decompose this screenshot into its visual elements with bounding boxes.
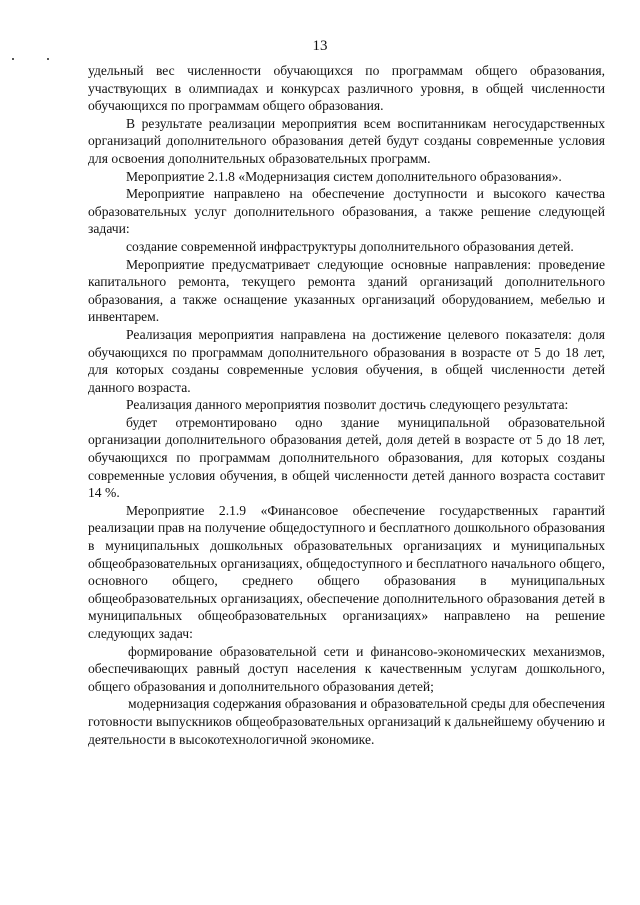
page-number: 13 bbox=[312, 38, 328, 54]
scan-speck bbox=[12, 58, 14, 60]
paragraph-4: Мероприятие направлено на обеспечение доступности и высокого качества образовательных услуг дополнительного образования, а также решение следующей задачи: bbox=[88, 186, 605, 237]
paragraph-1: удельный вес численности обучающихся по программам общего образования, участвующих в олимпиадах и конкурсах различного уровня, в общей численности обучающихся по программам общего образования. bbox=[88, 63, 605, 114]
paragraph-2: В результате реализации мероприятия всем воспитанникам негосударственных организаций дополнительного образования детей будут созданы современные условия для освоения дополнительных образовательных программ. bbox=[88, 115, 605, 166]
paragraph-3: Мероприятие 2.1.8 «Модернизация систем дополнительного образования». bbox=[126, 168, 562, 184]
paragraph-12: модернизация содержания образования и образовательной среды для обеспечения готовности выпускников общеобразовательных организаций к дальнейшему обучению и деятельности в высокотехнологичной экономике. bbox=[88, 696, 605, 747]
paragraph-9: будет отремонтировано одно здание муниципальной образовательной организации дополнительного образования детей, доля детей в возрасте от 5 до 18 лет, обучающихся по программам дополнительного образования, для которых созданы современные условия обучения, в общей численности детей данного возраста составит 14 %. bbox=[88, 414, 605, 501]
document-body bbox=[88, 62, 605, 748]
paragraph-11: формирование образовательной сети и финансово-экономических механизмов, обеспечивающих равный доступ населения к качественным услугам дошкольного, общего образования и дополнительного образования детей; bbox=[88, 643, 605, 694]
paragraph-10: Мероприятие 2.1.9 «Финансовое обеспечение государственных гарантий реализации прав на получение общедоступного и бесплатного дошкольного образования в муниципальных дошкольных образовательных организациях и муниципальных общеобразовательных организациях, общедоступного и бесплатного начального общего, основного общего, среднего общего образования в муниципальных общеобразовательных организациях, обеспечение дополнительного образования детей в муниципальных общеобразовательных организациях» направлено на решение следующих задач: bbox=[88, 502, 605, 641]
paragraph-6: Мероприятие предусматривает следующие основные направления: проведение капитального ремонта, текущего ремонта зданий организаций дополнительного образования, а также оснащение указанных организаций оборудованием, мебелью и инвентарем. bbox=[88, 256, 605, 325]
scan-speck bbox=[47, 58, 49, 60]
paragraph-5: создание современной инфраструктуры дополнительного образования детей. bbox=[126, 238, 574, 254]
paragraph-8: Реализация данного мероприятия позволит достичь следующего результата: bbox=[126, 397, 569, 413]
paragraph-7: Реализация мероприятия направлена на достижение целевого показателя: доля обучающихся по программам дополнительного образования в возрасте от 5 до 18 лет, для которых созданы современные условия обучения, в общей численности детей данного возраста. bbox=[88, 326, 605, 395]
